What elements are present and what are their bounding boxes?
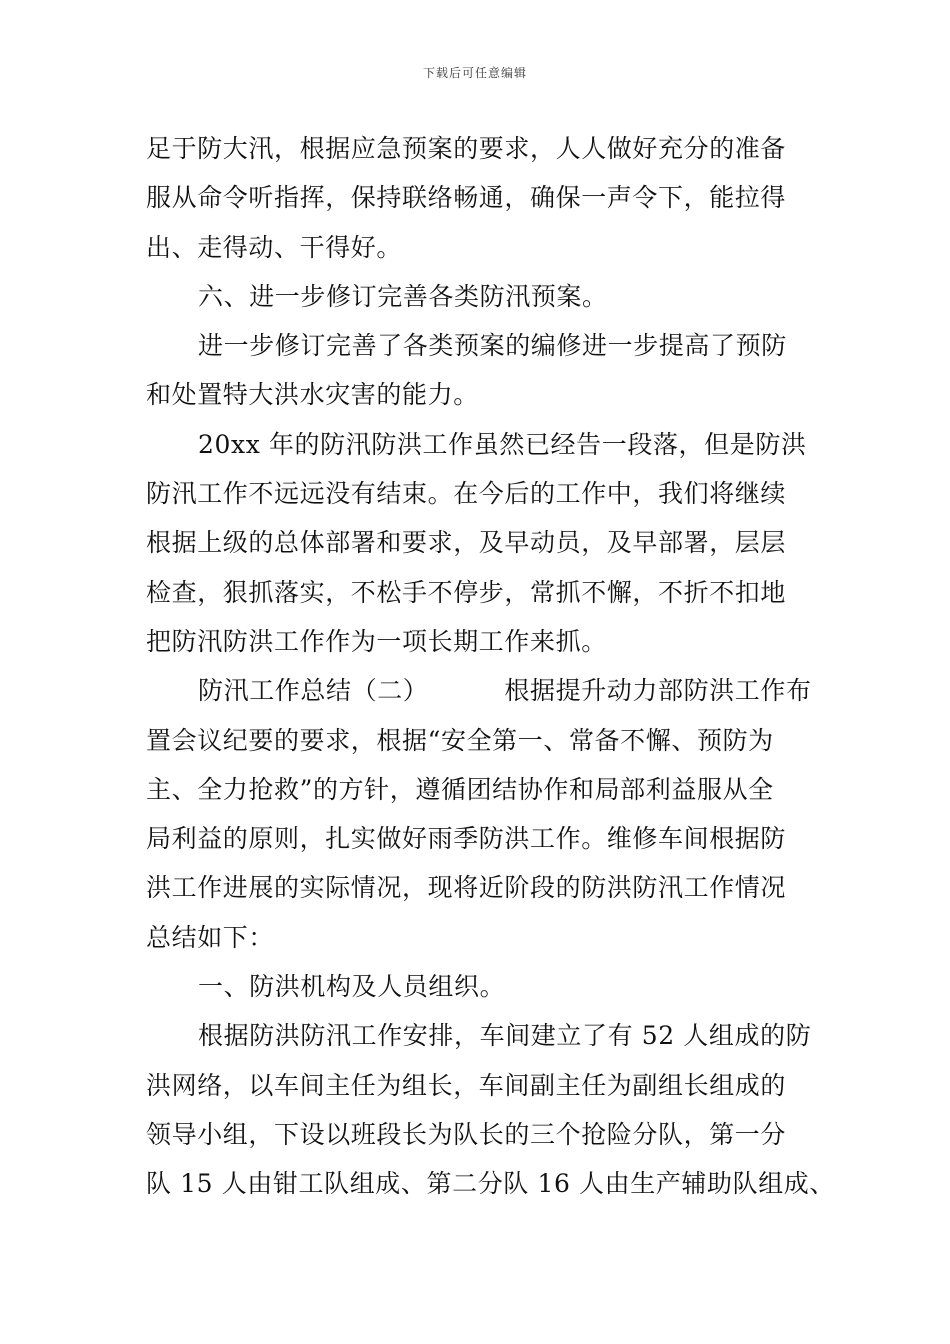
text-line: 20xx 年的防汛防洪工作虽然已经告一段落，但是防洪 <box>198 429 807 459</box>
text-line: 足于防大汛，根据应急预案的要求，人人做好充分的准备 <box>146 134 787 163</box>
text-line: 局利益的原则，扎实做好雨季防洪工作。维修车间根据防 <box>146 824 787 854</box>
text-line: 置会议纪要的要求，根据“安全第一、常备不懈、预防为 <box>146 725 774 755</box>
section-heading-6: 六、进一步修订完善各类防汛预案。 <box>198 281 608 311</box>
text-line: 队 15 人由钳工队组成、第二分队 16 人由生产辅助队组成、 <box>146 1169 836 1199</box>
document-body <box>146 124 836 1209</box>
summary-title-line <box>146 666 810 715</box>
section-heading-1: 一、防洪机构及人员组织。 <box>198 972 506 1002</box>
page-header-note: 下载后可任意编辑 <box>422 66 527 80</box>
text-line: 领导小组，下设以班段长为队长的三个抢险分队，第一分 <box>146 1119 787 1149</box>
text-line: 进一步修订完善了各类预案的编修进一步提高了预防 <box>198 331 787 361</box>
text-line: 把防汛防洪工作作为一项长期工作来抓。 <box>146 626 607 656</box>
text-line: 根据上级的总体部署和要求，及早动员，及早部署，层层 <box>146 528 787 558</box>
text-line: 服从命令听指挥，保持联络畅通，确保一声令下，能拉得 <box>146 183 787 213</box>
text-line: 总结如下： <box>146 922 275 952</box>
text-line: 和处置特大洪水灾害的能力。 <box>146 380 479 410</box>
text-line: 防汛工作不远远没有结束。在今后的工作中，我们将继续 <box>146 479 787 509</box>
text-run: 根据提升动力部防洪工作布 <box>504 676 812 706</box>
summary-title: 防汛工作总结（二） <box>198 676 429 706</box>
text-line: 根据防洪防汛工作安排，车间建立了有 52 人组成的防 <box>198 1021 812 1051</box>
text-line: 检查，狠抓落实，不松手不停步，常抓不懈，不折不扣地 <box>146 577 787 607</box>
text-line: 主、全力抢救”的方针，遵循团结协作和局部利益服从全 <box>146 774 774 804</box>
text-line: 出、走得动、干得好。 <box>146 232 403 262</box>
text-line: 洪网络，以车间主任为组长，车间副主任为副组长组成的 <box>146 1070 787 1100</box>
text-line: 洪工作进展的实际情况，现将近阶段的防洪防汛工作情况 <box>146 873 787 903</box>
